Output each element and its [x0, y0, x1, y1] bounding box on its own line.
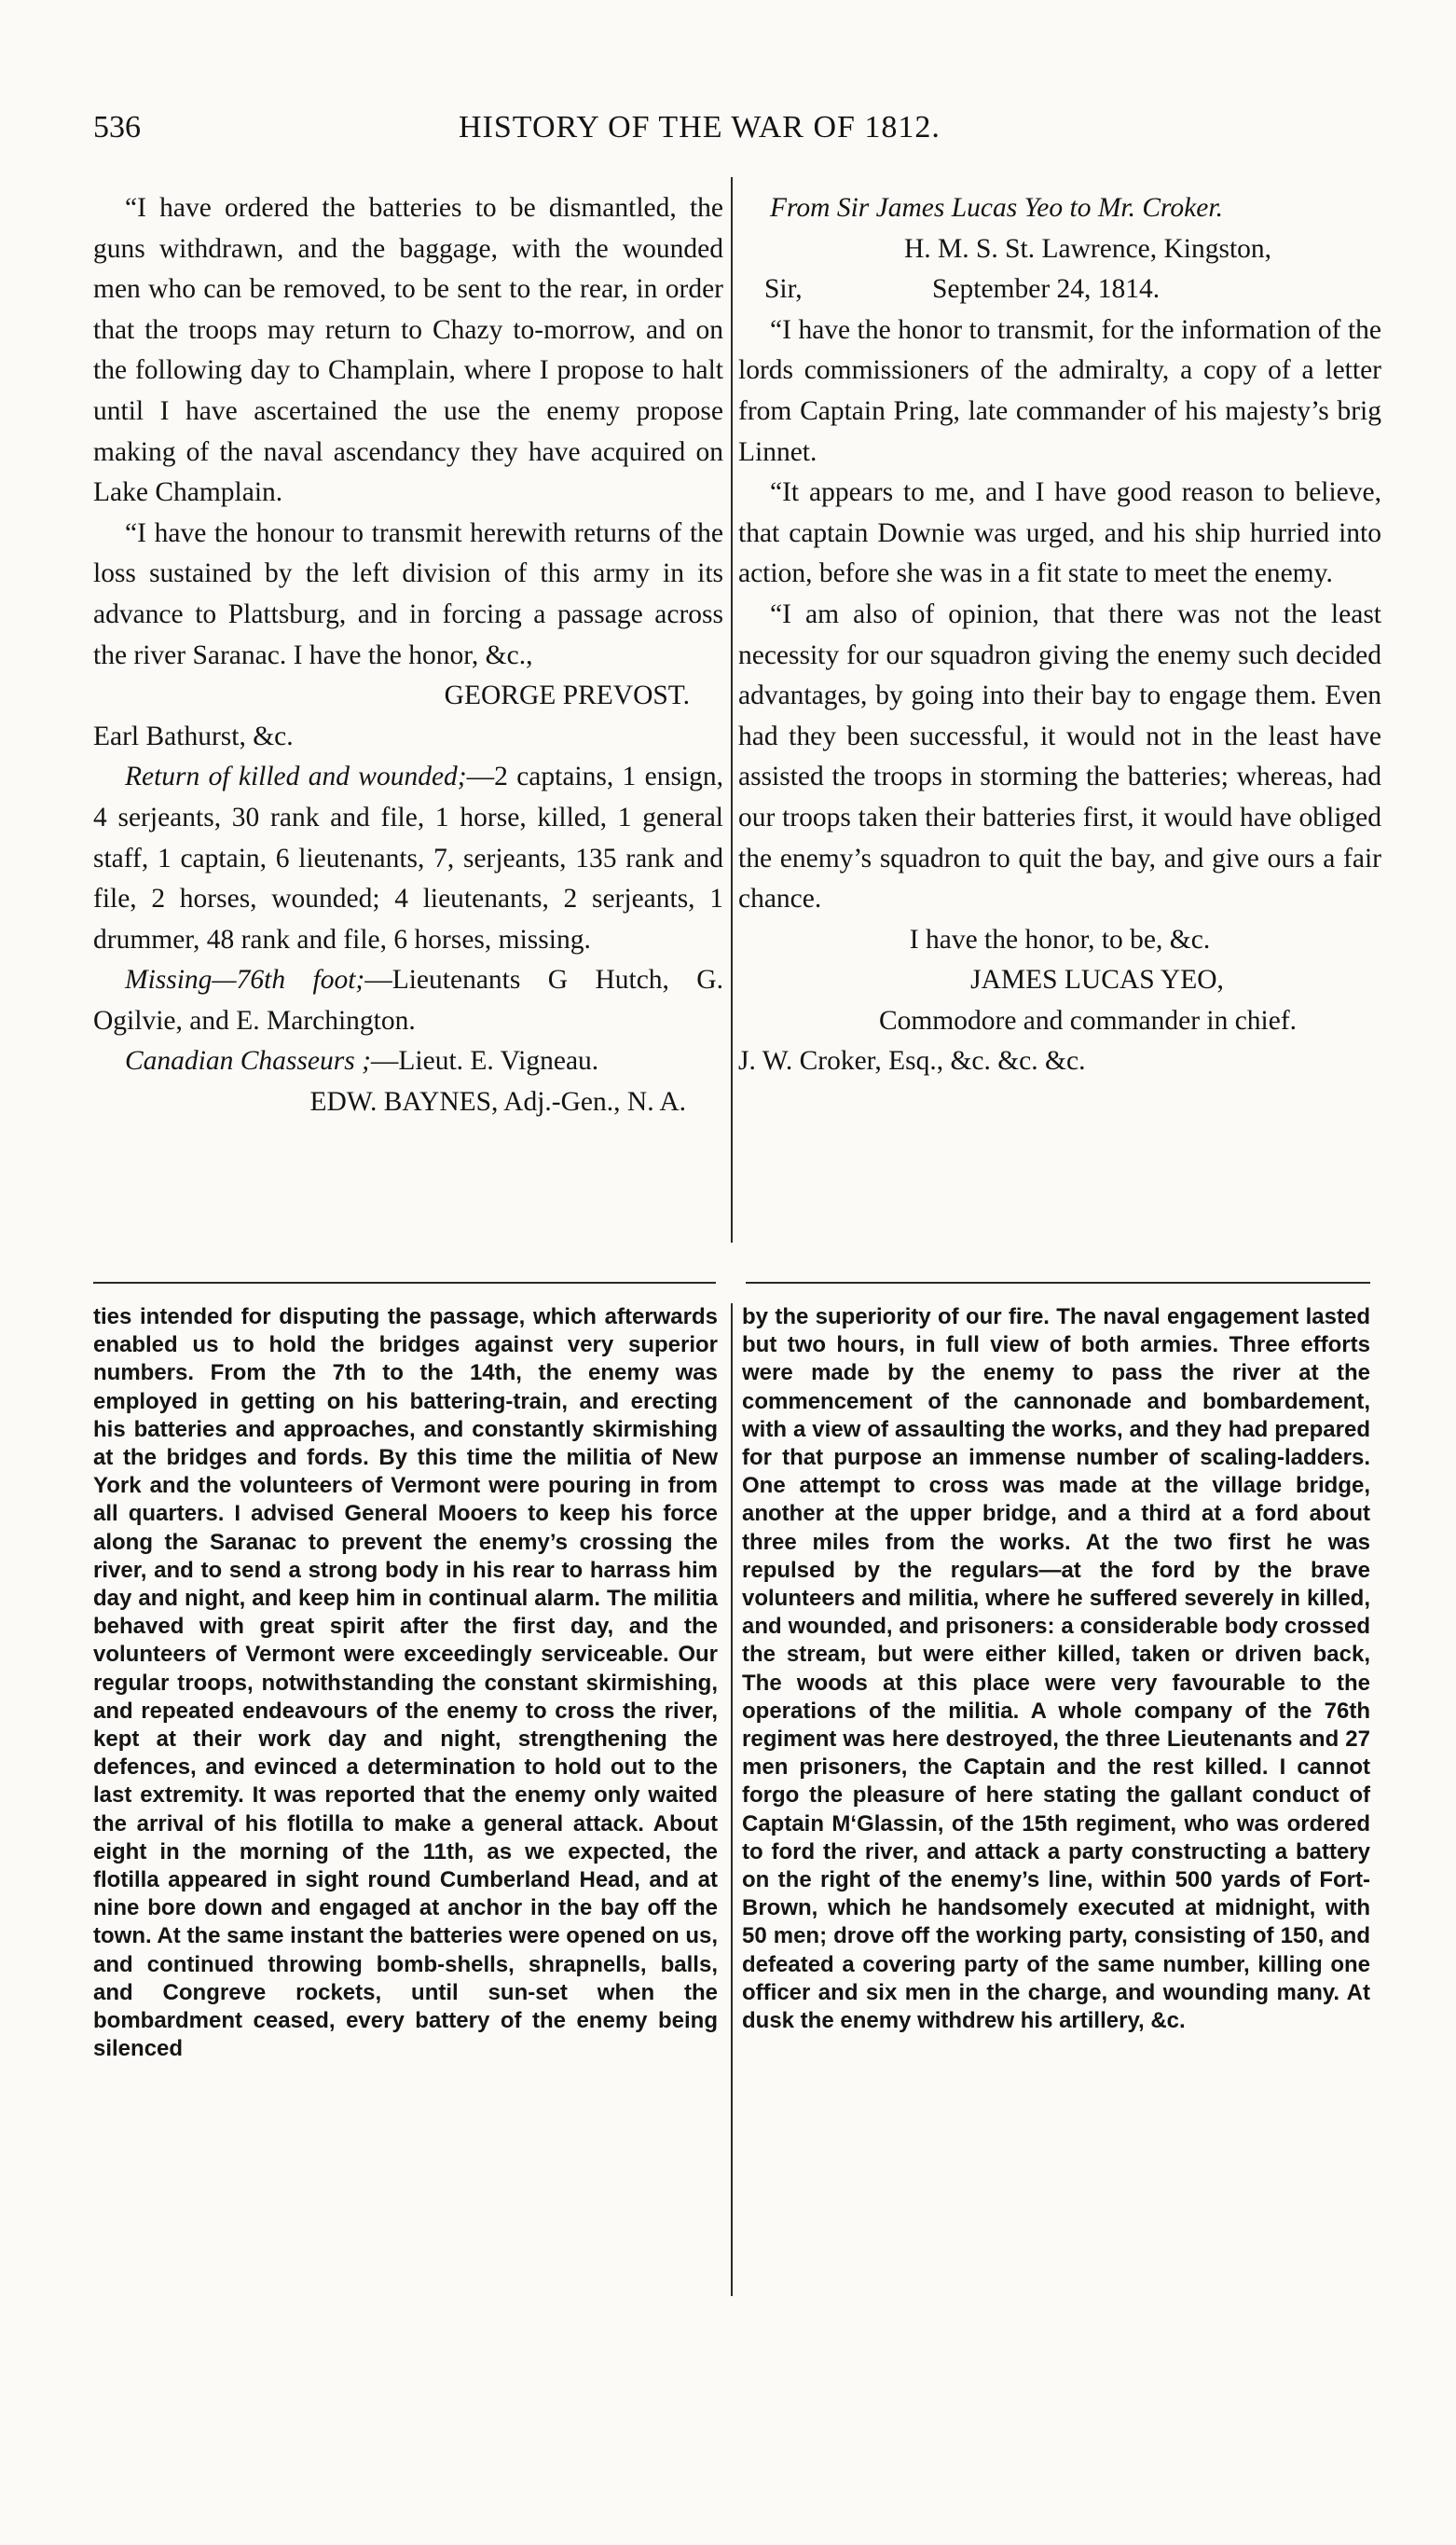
upper-right-column — [738, 188, 1381, 1082]
canadian-text: —Lieut. E. Vigneau. — [370, 1046, 599, 1077]
section-rule-left — [93, 1282, 716, 1284]
return-killed-wounded — [93, 757, 723, 960]
narrative-right: by the superiority of our fire. The naval engagement lasted but two hours, in full view of both armies. Three efforts were made by the enemy to pass the river at the commencement of the cannonade and bombardement, with a view of assaulting the works, and they had prepared for that purpose an immense number of scaling-ladders. One attempt to cross was made at the village bridge, another at the upper bridge, and a third at a ford about three miles from the works. At the two first he was repulsed by the regulars—at the ford by the brave volunteers and militia, where he suffered severely in killed, and wounded, and prisoners: a considerable body crossed the stream, but were either killed, taken or driven back, The woods at this place were very favourable to the operations of the militia. A whole company of the 76th regiment was here destroyed, the three Lieutenants and 27 men prisoners, the Captain and the rest killed. I cannot forgo the pleasure of here stating the gallant conduct of Captain M‘Glassin, of the 15th regiment, who was ordered to ford the river, and attack a party constructing a battery on the right of the enemy’s line, within 500 yards of Fort-Brown, which he handsomely executed at midnight, with 50 men; drove off the working party, consisting of 150, and defeated a covering party of the same number, killing one officer and six men in the charge, and wounding many. At dusk the enemy withdrew his artillery, &c. — [742, 1304, 1370, 2034]
return-text: —2 captains, 1 ensign, 4 serjeants, 30 rank and file, 1 horse, killed, 1 general staff, 1 captain, 6 lieutenants, 7, serjeants, 135 rank and file, 2 horses, wounded; 4 lieutenants, 2 serjeants, 1 drummer, 48 rank and file, 6 horses, missing. — [93, 762, 723, 955]
yeo-letter-location: H. M. S. St. Lawrence, Kingston, — [903, 233, 1272, 264]
narrative-left: ties intended for disputing the passage, which afterwards enabled us to hold the bridges against very superior numbers. From the 7th to the 14th, the enemy was employed in getting on his battering-train, and erecting his batteries and approaches, and constantly skirmishing at the bridges and fords. By this time the militia of New York and the volunteers of Vermont were pouring in from all quarters. I advised General Mooers to keep his force along the Saranac to prevent the enemy’s crossing the river, and to send a strong body in his rear to harrass him day and night, and keep him in continual alarm. The militia behaved with great spirit after the first day, and the volunteers of Vermont were exceedingly serviceable. Our regular troops, notwithstanding the constant skirmishing, and repeated endeavours of the enemy to cross the river, kept at their work day and night, strengthening the defences, and evinced a determination to hold out to the last extremity. It was reported that the enemy only waited the arrival of his flotilla to make a general attack. About eight in the morning of the 11th, as we expected, the flotilla appeared in sight round Cumberland Head, and at nine bore down and engaged at anchor in the bay off the town. At the same instant the batteries were opened on us, and continued throwing bomb-shells, shrapnells, balls, and Congreve rockets, until sun-set when the bombardment ceased, every battery of the enemy being silenced — [93, 1304, 718, 2062]
yeo-salutation: Sir, — [764, 274, 803, 305]
yeo-letter-heading: From Sir James Lucas Yeo to Mr. Croker. — [770, 193, 1223, 223]
running-title: HISTORY OF THE WAR OF 1812. — [459, 110, 941, 144]
yeo-date: September 24, 1814. — [932, 274, 1161, 305]
lower-right-column — [742, 1303, 1370, 2035]
yeo-addressee: J. W. Croker, Esq., &c. &c. &c. — [738, 1046, 1086, 1077]
yeo-paragraph-3: “I am also of opinion, that there was not the least necessity for our squadron giving the enemy such decided advantages, by going into their bay to engage them. Even had they been successful, it would not in the least have assisted the troops in storming the batteries; whereas, had our troops taken their batteries first, it would have obliged the enemy’s squadron to quit the bay, and give ours a fair chance. — [738, 598, 1381, 915]
prevost-addressee: Earl Bathurst, &c. — [93, 721, 294, 751]
upper-left-column — [93, 188, 723, 1123]
lower-left-column — [93, 1303, 718, 2063]
column-divider-lower — [731, 1303, 733, 2296]
canadian-label: Canadian Chasseurs ; — [125, 1046, 371, 1077]
yeo-rank: Commodore and commander in chief. — [878, 1005, 1298, 1036]
missing-list — [93, 960, 723, 1041]
yeo-salutation-line — [738, 269, 1381, 310]
page-number: 536 — [93, 110, 141, 144]
prevost-paragraph-2: “I have the honour to transmit herewith returns of the loss sustained by the left division of this army in its advance to Plattsburg, and in forcing a passage across the river Saranac. I have the honor, &c., — [93, 517, 723, 670]
yeo-paragraph-2: “It appears to me, and I have good reason to believe, that captain Downie was urged, and his ship hurried into action, before she was in a fit state to meet the enemy. — [738, 477, 1381, 589]
yeo-paragraph-1: “I have the honor to transmit, for the information of the lords commissioners of the admiralty, a copy of a letter from Captain Pring, late commander of his majesty’s brig Linnet. — [738, 314, 1381, 467]
section-rule-right — [746, 1282, 1370, 1284]
prevost-paragraph-1: “I have ordered the batteries to be dismantled, the guns withdrawn, and the baggage, with the wounded men who can be removed, to be sent to the rear, in order that the troops may return to Chazy to-morrow, and on the following day to Champlain, where I propose to halt until I have ascertained the use the enemy propose making of the naval ascendancy they have acquired on Lake Champlain. — [93, 193, 723, 508]
yeo-closing: I have the honor, to be, &c. — [909, 924, 1211, 955]
column-divider-upper — [731, 177, 733, 1243]
canadian-chasseurs — [93, 1041, 723, 1082]
return-label: Return of killed and wounded; — [125, 762, 467, 792]
missing-text: —Lieutenants G Hutch, G. Ogilvie, and E. Marchington. — [93, 965, 723, 1036]
baynes-signoff: EDW. BAYNES, Adj.-Gen., N. A. — [309, 1087, 686, 1118]
yeo-signature: JAMES LUCAS YEO, — [970, 965, 1224, 996]
page-header — [93, 110, 1380, 157]
missing-label: Missing—76th foot; — [125, 965, 365, 996]
prevost-signature: GEORGE PREVOST. — [444, 681, 690, 711]
